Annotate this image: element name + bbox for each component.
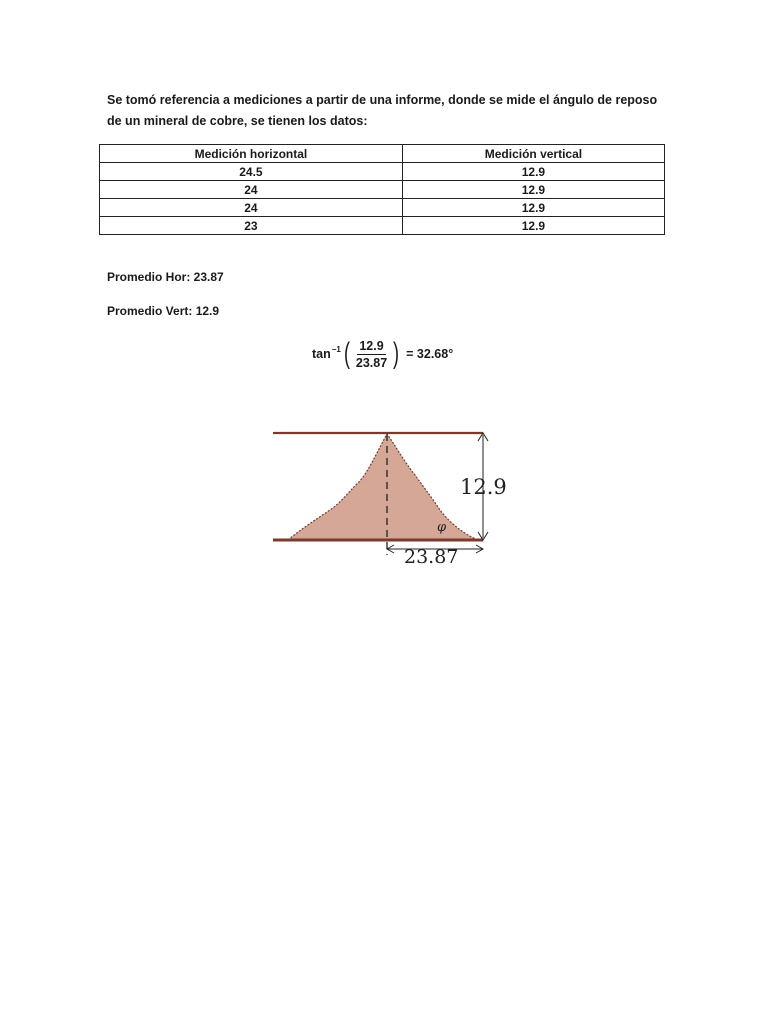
formula-result: = 32.68°	[406, 347, 454, 361]
formula-denominator: 23.87	[355, 355, 388, 370]
table-row	[100, 181, 665, 199]
ore-pile-shape	[288, 434, 478, 540]
cell-vertical: 12.9	[402, 181, 664, 199]
cell-horizontal: 23	[100, 217, 403, 235]
header-vertical: Medición vertical	[402, 145, 664, 163]
formula-numerator: 12.9	[359, 338, 384, 353]
height-label: 12.9	[460, 475, 507, 499]
table-row	[100, 199, 665, 217]
cell-vertical: 12.9	[402, 163, 664, 181]
table-row	[100, 217, 665, 235]
formula-exponent: −1	[331, 344, 341, 354]
cell-horizontal: 24	[100, 199, 403, 217]
table-row	[100, 163, 665, 181]
left-paren: (	[343, 337, 350, 370]
angle-formula	[312, 335, 453, 373]
average-vertical: Promedio Vert: 12.9	[107, 304, 220, 318]
formula-fraction	[354, 339, 389, 370]
cell-vertical: 12.9	[402, 217, 664, 235]
average-horizontal: Promedio Hor: 23.87	[107, 270, 224, 284]
cell-horizontal: 24.5	[100, 163, 403, 181]
angle-symbol: φ	[437, 520, 447, 535]
measurements-table	[99, 144, 665, 235]
angle-of-repose-diagram	[270, 425, 520, 570]
header-horizontal: Medición horizontal	[100, 145, 403, 163]
right-paren: )	[393, 337, 400, 370]
cell-vertical: 12.9	[402, 199, 664, 217]
formula-function: tan	[312, 347, 331, 361]
base-label: 23.87	[404, 546, 459, 568]
cell-horizontal: 24	[100, 181, 403, 199]
intro-paragraph: Se tomó referencia a mediciones a partir de una informe, donde se mide el ángulo de reposo de un mineral de cobre, se tienen los datos:	[107, 93, 658, 128]
table-header-row	[100, 145, 665, 163]
